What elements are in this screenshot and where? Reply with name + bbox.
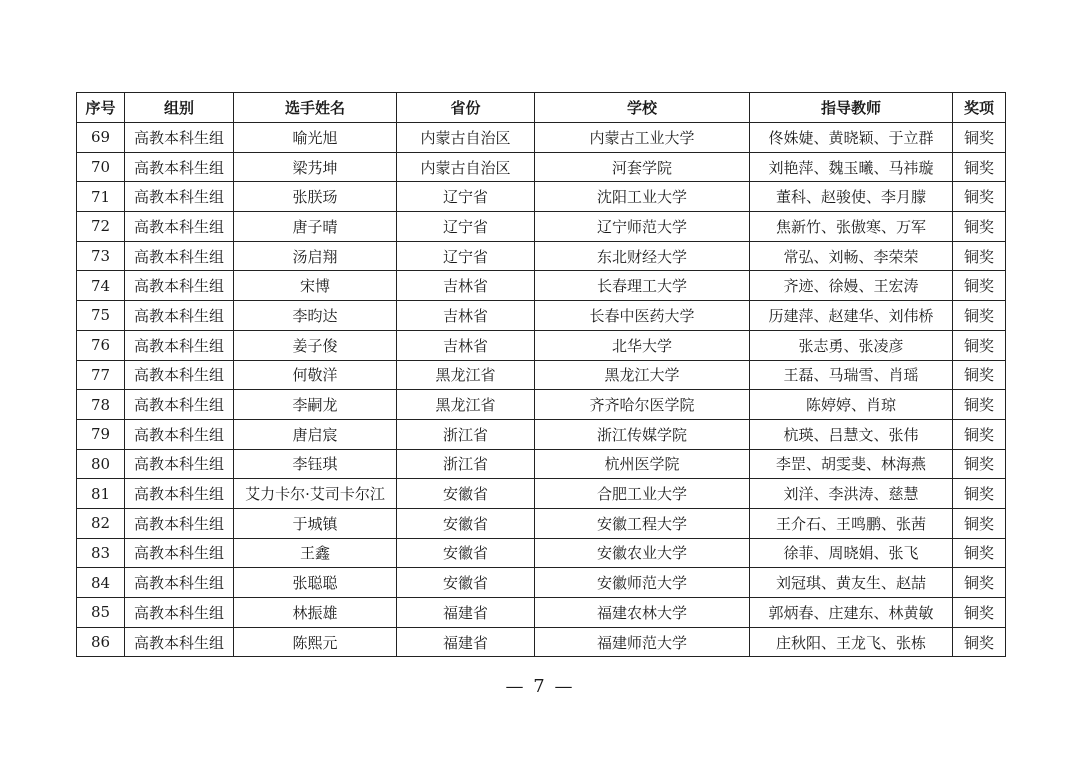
cell-school: 杭州医学院 [535,449,750,479]
cell-province: 浙江省 [397,419,535,449]
header-advisors: 指导教师 [750,93,953,123]
page-number: — 7 — [505,676,575,697]
cell-index: 83 [77,538,125,568]
cell-group: 高教本科生组 [125,360,234,390]
table-body [77,123,1006,657]
cell-group: 高教本科生组 [125,479,234,509]
header-group: 组别 [125,93,234,123]
cell-province: 吉林省 [397,330,535,360]
cell-school: 合肥工业大学 [535,479,750,509]
cell-index: 74 [77,271,125,301]
header-school: 学校 [535,93,750,123]
cell-school: 安徽工程大学 [535,508,750,538]
cell-province: 安徽省 [397,538,535,568]
cell-province: 安徽省 [397,568,535,598]
cell-award: 铜奖 [953,212,1006,242]
table-row [77,419,1006,449]
cell-award: 铜奖 [953,419,1006,449]
table-row [77,390,1006,420]
cell-award: 铜奖 [953,479,1006,509]
cell-advisors: 齐迹、徐嫚、王宏涛 [750,271,953,301]
cell-contestant: 王鑫 [234,538,397,568]
table-row [77,508,1006,538]
cell-province: 福建省 [397,598,535,628]
table-row [77,301,1006,331]
cell-contestant: 喻光旭 [234,123,397,153]
cell-contestant: 唐启宸 [234,419,397,449]
cell-contestant: 陈熙元 [234,627,397,657]
cell-school: 北华大学 [535,330,750,360]
table-row [77,598,1006,628]
results-table [76,92,1006,657]
cell-school: 福建师范大学 [535,627,750,657]
cell-group: 高教本科生组 [125,241,234,271]
cell-contestant: 张朕玚 [234,182,397,212]
cell-school: 内蒙古工业大学 [535,123,750,153]
cell-advisors: 陈婷婷、肖琼 [750,390,953,420]
table-row [77,538,1006,568]
cell-group: 高教本科生组 [125,301,234,331]
cell-province: 福建省 [397,627,535,657]
cell-advisors: 刘洋、李洪涛、慈慧 [750,479,953,509]
cell-group: 高教本科生组 [125,182,234,212]
cell-group: 高教本科生组 [125,330,234,360]
header-contestant: 选手姓名 [234,93,397,123]
cell-group: 高教本科生组 [125,568,234,598]
cell-advisors: 董科、赵骏使、李月朦 [750,182,953,212]
cell-index: 71 [77,182,125,212]
cell-school: 安徽师范大学 [535,568,750,598]
cell-contestant: 姜子俊 [234,330,397,360]
table-row [77,123,1006,153]
cell-advisors: 佟姝婕、黄晓颖、于立群 [750,123,953,153]
cell-group: 高教本科生组 [125,271,234,301]
cell-province: 辽宁省 [397,241,535,271]
table-row [77,241,1006,271]
cell-award: 铜奖 [953,449,1006,479]
cell-school: 安徽农业大学 [535,538,750,568]
cell-group: 高教本科生组 [125,123,234,153]
cell-advisors: 历建萍、赵建华、刘伟桥 [750,301,953,331]
cell-index: 76 [77,330,125,360]
table-row [77,182,1006,212]
cell-group: 高教本科生组 [125,212,234,242]
cell-contestant: 李钰琪 [234,449,397,479]
cell-award: 铜奖 [953,123,1006,153]
cell-group: 高教本科生组 [125,152,234,182]
cell-contestant: 梁艿坤 [234,152,397,182]
cell-province: 安徽省 [397,479,535,509]
cell-index: 82 [77,508,125,538]
cell-province: 辽宁省 [397,182,535,212]
cell-advisors: 常弘、刘畅、李荣荣 [750,241,953,271]
cell-award: 铜奖 [953,271,1006,301]
cell-province: 吉林省 [397,301,535,331]
cell-group: 高教本科生组 [125,598,234,628]
cell-group: 高教本科生组 [125,419,234,449]
cell-province: 内蒙古自治区 [397,152,535,182]
cell-group: 高教本科生组 [125,508,234,538]
cell-school: 河套学院 [535,152,750,182]
results-table-container [76,92,1005,657]
cell-province: 辽宁省 [397,212,535,242]
cell-contestant: 汤启翔 [234,241,397,271]
cell-contestant: 李昀达 [234,301,397,331]
cell-school: 黑龙江大学 [535,360,750,390]
cell-advisors: 刘艳萍、魏玉曦、马祎璇 [750,152,953,182]
cell-advisors: 杭瑛、吕慧文、张伟 [750,419,953,449]
table-row [77,627,1006,657]
cell-index: 77 [77,360,125,390]
cell-contestant: 李嗣龙 [234,390,397,420]
cell-index: 85 [77,598,125,628]
cell-province: 黑龙江省 [397,360,535,390]
cell-contestant: 于城镇 [234,508,397,538]
table-row [77,479,1006,509]
table-row [77,568,1006,598]
header-province: 省份 [397,93,535,123]
cell-province: 黑龙江省 [397,390,535,420]
cell-group: 高教本科生组 [125,449,234,479]
cell-province: 安徽省 [397,508,535,538]
cell-contestant: 宋博 [234,271,397,301]
cell-index: 84 [77,568,125,598]
table-row [77,271,1006,301]
cell-award: 铜奖 [953,360,1006,390]
cell-index: 75 [77,301,125,331]
cell-index: 69 [77,123,125,153]
cell-school: 沈阳工业大学 [535,182,750,212]
cell-index: 70 [77,152,125,182]
cell-index: 80 [77,449,125,479]
cell-group: 高教本科生组 [125,538,234,568]
cell-index: 79 [77,419,125,449]
cell-province: 浙江省 [397,449,535,479]
cell-award: 铜奖 [953,301,1006,331]
cell-award: 铜奖 [953,390,1006,420]
cell-school: 东北财经大学 [535,241,750,271]
cell-award: 铜奖 [953,627,1006,657]
table-header-row [77,93,1006,123]
cell-contestant: 林振雄 [234,598,397,628]
cell-school: 福建农林大学 [535,598,750,628]
cell-award: 铜奖 [953,330,1006,360]
table-row [77,330,1006,360]
cell-award: 铜奖 [953,568,1006,598]
cell-advisors: 王介石、王鸣鹏、张茜 [750,508,953,538]
cell-contestant: 艾力卡尔·艾司卡尔江 [234,479,397,509]
cell-advisors: 郭炳春、庄建东、林黄敏 [750,598,953,628]
cell-award: 铜奖 [953,241,1006,271]
table-row [77,212,1006,242]
cell-school: 辽宁师范大学 [535,212,750,242]
cell-province: 吉林省 [397,271,535,301]
cell-school: 长春中医药大学 [535,301,750,331]
cell-award: 铜奖 [953,538,1006,568]
cell-index: 72 [77,212,125,242]
table-row [77,360,1006,390]
cell-advisors: 庄秋阳、王龙飞、张栋 [750,627,953,657]
cell-school: 浙江传媒学院 [535,419,750,449]
cell-index: 81 [77,479,125,509]
cell-contestant: 张聪聪 [234,568,397,598]
cell-group: 高教本科生组 [125,627,234,657]
cell-advisors: 徐菲、周晓娟、张飞 [750,538,953,568]
cell-award: 铜奖 [953,598,1006,628]
table-row [77,449,1006,479]
header-award: 奖项 [953,93,1006,123]
cell-index: 86 [77,627,125,657]
header-index: 序号 [77,93,125,123]
table-row [77,152,1006,182]
cell-group: 高教本科生组 [125,390,234,420]
cell-award: 铜奖 [953,508,1006,538]
cell-school: 齐齐哈尔医学院 [535,390,750,420]
cell-advisors: 张志勇、张凌彦 [750,330,953,360]
cell-award: 铜奖 [953,182,1006,212]
cell-award: 铜奖 [953,152,1006,182]
cell-contestant: 何敬洋 [234,360,397,390]
cell-advisors: 王磊、马瑞雪、肖瑶 [750,360,953,390]
cell-advisors: 李罡、胡雯斐、林海燕 [750,449,953,479]
cell-contestant: 唐子晴 [234,212,397,242]
cell-school: 长春理工大学 [535,271,750,301]
cell-province: 内蒙古自治区 [397,123,535,153]
cell-advisors: 刘冠琪、黄友生、赵喆 [750,568,953,598]
cell-index: 78 [77,390,125,420]
cell-advisors: 焦新竹、张傲寒、万军 [750,212,953,242]
cell-index: 73 [77,241,125,271]
